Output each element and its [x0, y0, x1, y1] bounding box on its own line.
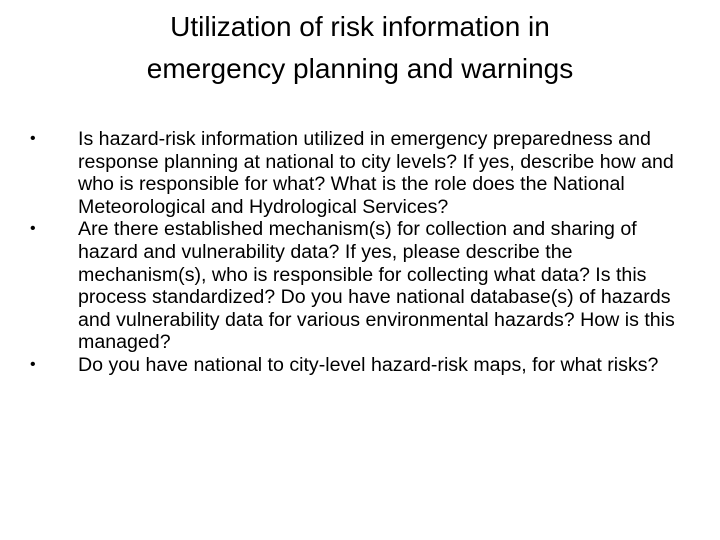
bullet-icon: • [30, 130, 36, 147]
bullet-text: Is hazard-risk information utilized in emergency preparedness and response planning at national to city levels? If yes, describe how and who is responsible for what? What is the role does the National Meteorological and Hydrological Services? [78, 128, 674, 218]
bullet-text: Are there established mechanism(s) for collection and sharing of hazard and vulnerability data? If yes, please describe the mechanism(s), who is responsible for collecting what data? Is this process standardized? Do you have national database(s) of hazards and vulnerability data for various environmental hazards? How is this managed? [78, 218, 675, 354]
bullet-icon: • [30, 355, 36, 373]
slide-title-line-2: emergency planning and warnings [146, 53, 574, 84]
bullet-list [22, 128, 682, 377]
bullet-text: Do you have national to city-level hazard-risk maps, for what risks? [78, 353, 659, 376]
slide-title-line-1: Utilization of risk information in [170, 11, 550, 42]
bullet-item [22, 354, 682, 377]
bullet-item [22, 128, 682, 218]
bullet-item [22, 218, 682, 354]
bullet-icon: • [30, 220, 36, 238]
slide-title [40, 6, 680, 90]
